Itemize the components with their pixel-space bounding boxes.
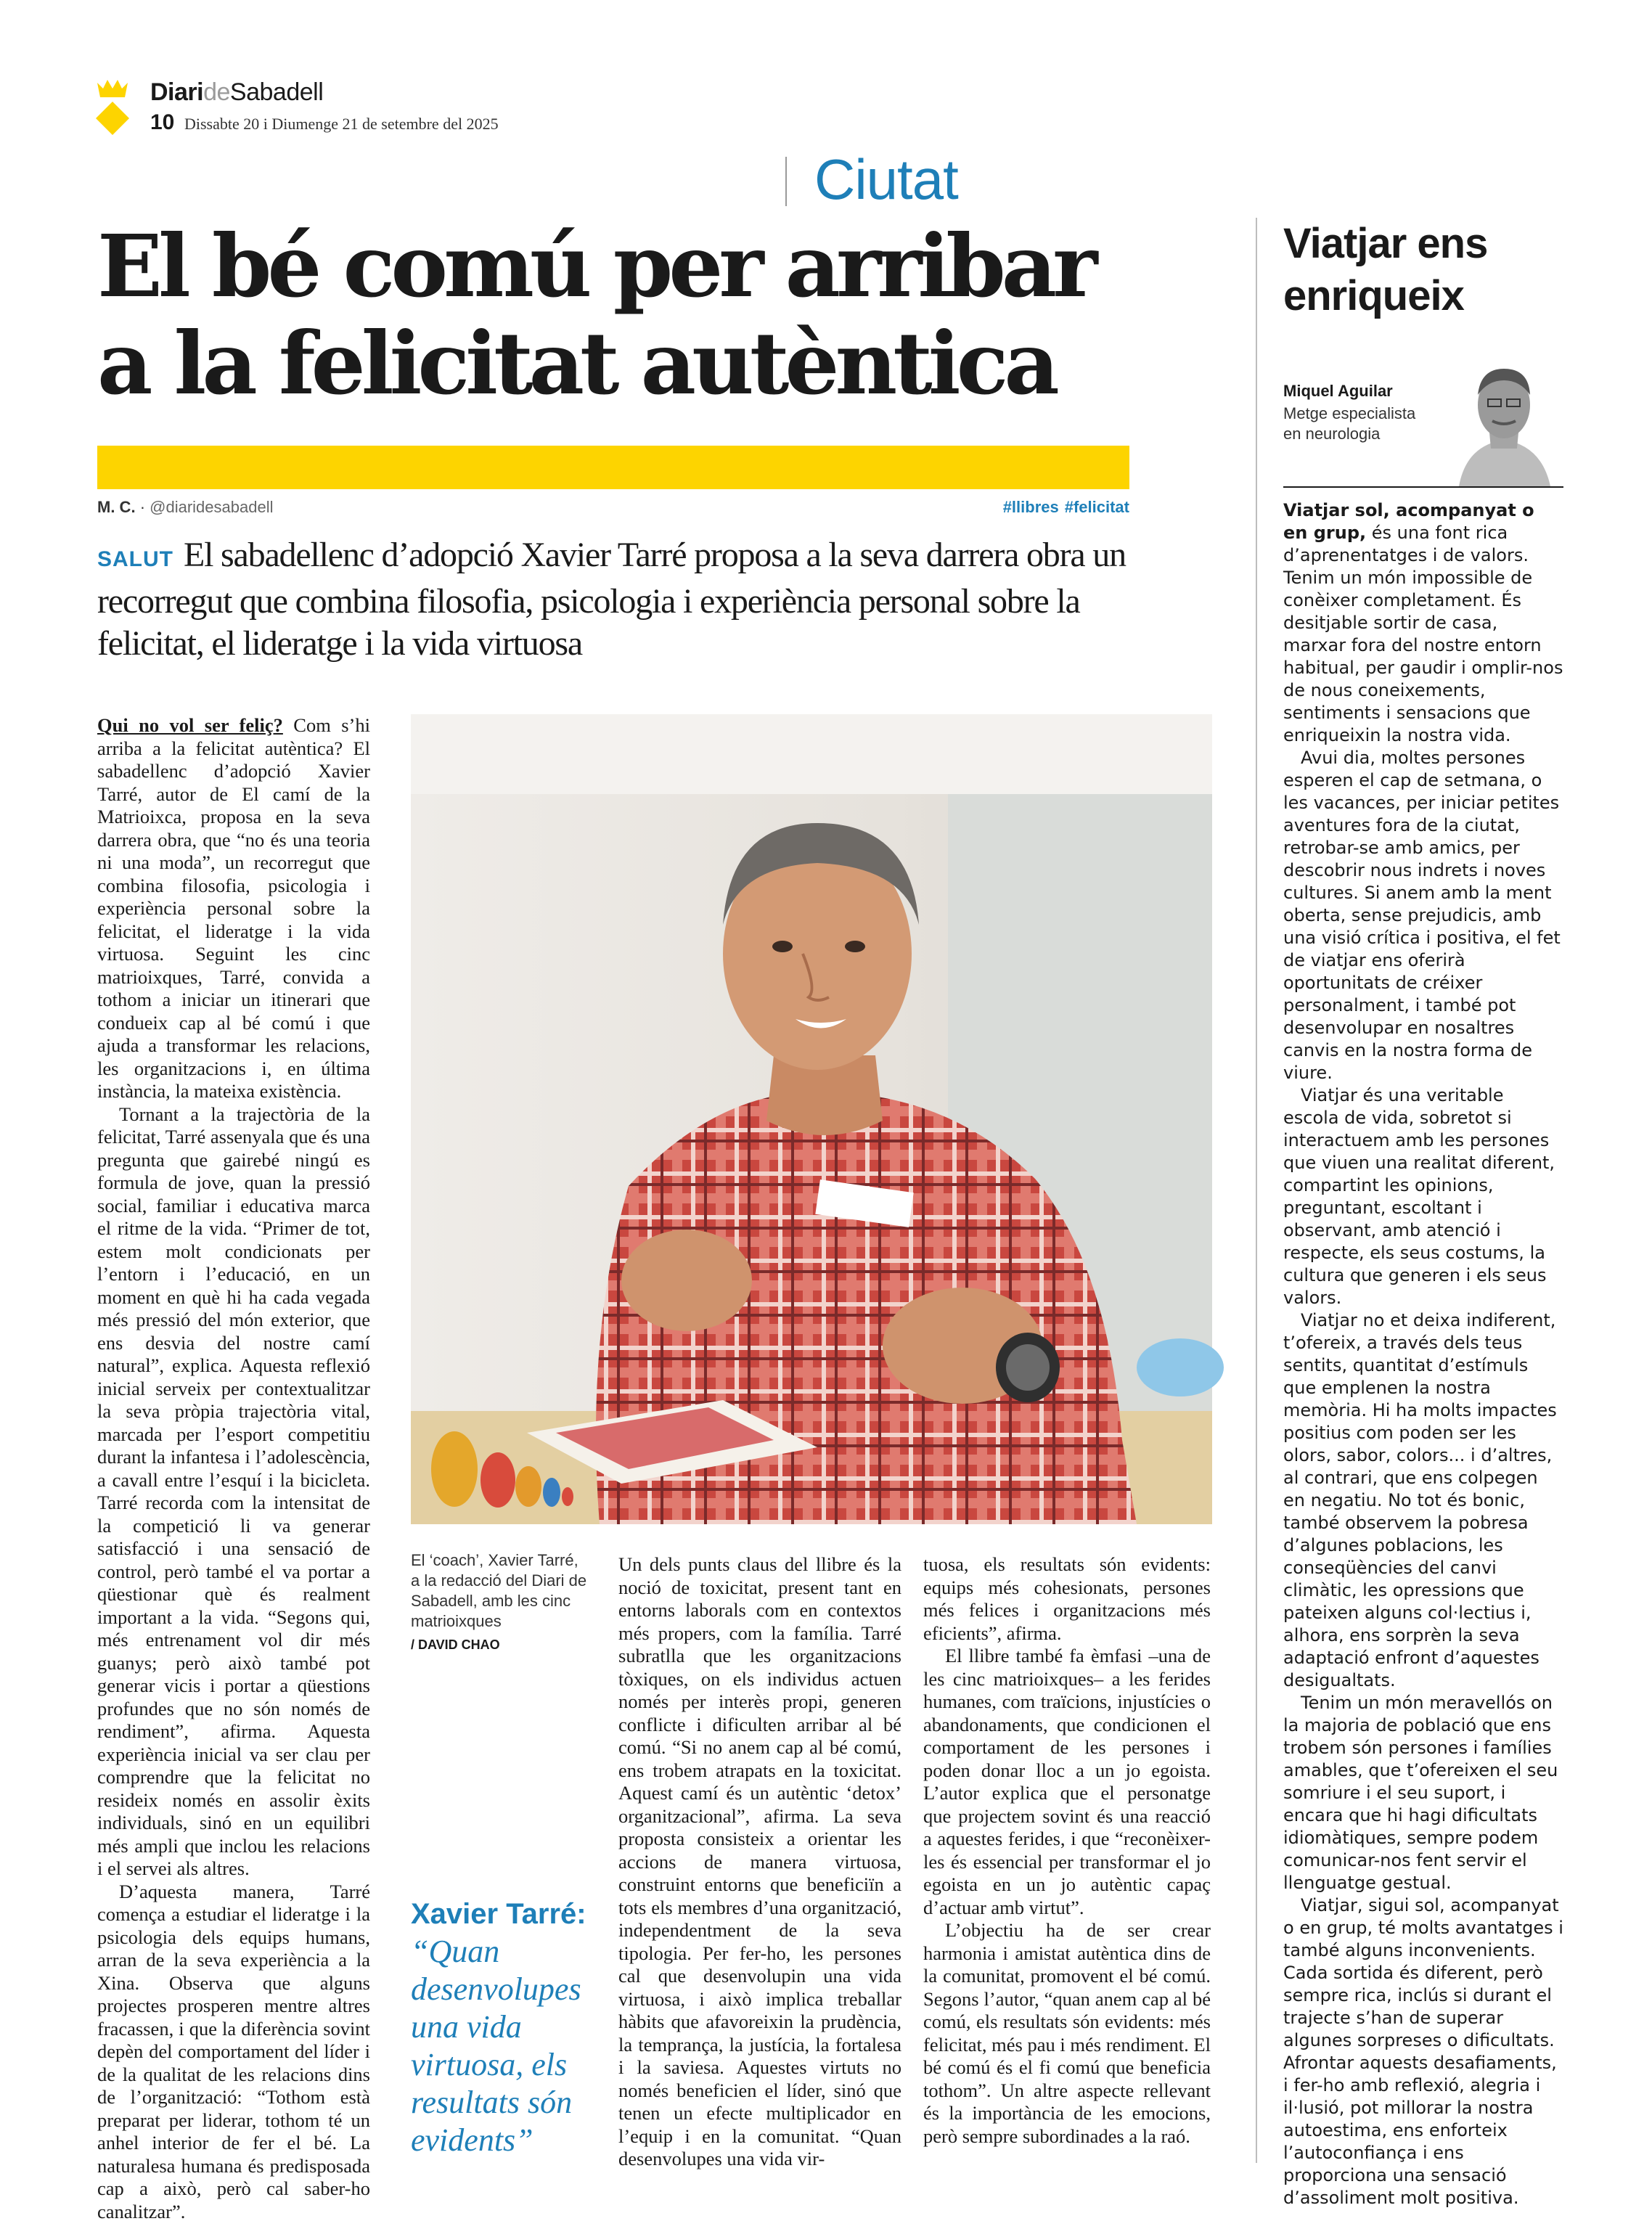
section-divider [785, 157, 787, 206]
tag-llibres[interactable]: #llibres [1002, 498, 1059, 516]
page-number: 10 [150, 110, 175, 134]
edition-date: Dissabte 20 i Diumenge 21 de setembre del 2025 [184, 115, 499, 133]
section-name[interactable]: Ciutat [814, 147, 958, 211]
opinion-paragraph: Tenim un món meravellós on la majoria de població que ens trobem són persones i famílies amables, que t’ofereixen el seu somriure i el seu suport, i encara que hi hagi dificultats idiomàtiques, sempre podem comunicar-nos fent servir el llenguatge gestual. [1283, 1693, 1558, 1893]
tag-felicitat[interactable]: #felicitat [1064, 498, 1129, 516]
opinion-paragraph: Viatjar, sigui sol, acompanyat o en grup, té molts avantatges i també alguns inconvenients. Cada sortida és diferent, però sempre rica, inclús si durant el trajecte s’han de superar algunes sorpreses o dificultats. Afrontar aquests desafiaments, i fer-ho amb reflexió, alegria i il·lusió, pot millorar la nostra autoestima, ens enforteix l’autoconfiança i ens proporciona una sensació d’assoliment molt positiva. [1283, 1895, 1563, 2208]
opinion-author [1283, 351, 1563, 488]
byline-author: M. C. [97, 498, 136, 516]
section-kicker: SALUT [97, 547, 173, 571]
opinion-paragraph: Viatjar no et deixa indiferent, t’ofereix, a través dels teus sentits, quantitat d’estímuls que emplenen la nostra memòria. Hi ha molts impactes positius com poden ser les olors, sabor, colors... i d’altres, al contrari, que ens colpegen en negatiu. No tot és bonic, també observem la pobresa d’algunes poblacions, les conseqüències del canvi climàtic, les opressions que pateixen alguns col·lectius i, alhora, ens sorprèn la seva adaptació enfront d’aquestes desigualtats. [1283, 1310, 1557, 1690]
body-paragraph: Qui no vol ser feliç? Com s’hi arriba a la felicitat autèntica? El sabadellenc d’adopció Xavier Tarré, autor de El camí de la Matrioixca, proposa en la seva darrera obra, que “no és una teoria ni una moda”, un recorregut que combina filosofia, psicologia i experiència personal sobre la felicitat, el lideratge i la vida virtuosa. Seguint les cinc matrioixques, Tarré, convida a tothom a iniciar un itinerari que condueix cap al bé comú i que ajuda a transformar les relacions, les organitzacions i, en última instància, la mateixa existència. [97, 714, 370, 1102]
standfirst-text: El sabadellenc d’adopció Xavier Tarré proposa a la seva darrera obra un recorregut que combina filosofia, psicologia i experiència personal sobre la felicitat, el lideratge i la vida virtuosa [97, 536, 1126, 663]
opinion-sidebar [1283, 218, 1563, 2209]
pull-quote-text: “Quan desenvolupes una vida virtuosa, els resultats són evidents” [411, 1934, 581, 2158]
photo-credit: / DAVID CHAO [411, 1637, 500, 1652]
headline-accent-bar [97, 446, 1129, 489]
body-column-3 [923, 1553, 1211, 2156]
opinion-author-role: Metge especialista en neurologia [1283, 404, 1416, 443]
author-avatar [1444, 351, 1563, 486]
body-column-2 [618, 1553, 901, 2169]
pull-quote-name: Xavier Tarré: [411, 1898, 586, 1930]
body-paragraph: Tornant a la trajectòria de la felicitat, Tarré assenyala que és una pregunta que gairebé ningú es formula de jove, quan la pressió social, familiar i educativa marca el ritme de la vida. “Primer de tot, estem molt condicionats per l’entorn i l’educació, en un moment en què hi ha cada vegada més pressió del món exterior, que ens desvia del nostre camí natural”, explica. Aquesta reflexió inicial serveix per contextualitzar la seva pròpia trajectòria vital, marcada per l’esport competitiu durant la infantesa i l’adolescència, a cavall entre l’esquí i la bicicleta. Tarré recorda com la intensitat de la competició li va generar satisfacció i una sensació de control, però també el va portar a qüestionar què és realment important a la vida. “Segons qui, més entrenament vol dir més guanys; però això també pot generar vicis i portar a qüestions profundes que no són només de rendiment”, afirma. Aquesta experiència inicial va ser clau per comprendre que la felicitat no resideix només en assolir èxits individuals, sinó en un equilibri més ampli que inclou les relacions i el servei als altres. [97, 1103, 370, 1879]
body-paragraph: tuosa, els resultats són evidents: equips més cohesionats, persones més felices i organitzacions més eficients”, afirma. [923, 1553, 1211, 1644]
body-paragraph: Un dels punts claus del llibre és la noció de toxicitat, present tant en entorns laborals com en contextos més propers, com la família. Tarré subratlla que les organitzacions tòxiques, on els individus actuen només per interès propi, generen conflicte i dificulten arribar al bé comú. “Si no anem cap al bé comú, ens trobem atrapats en la toxicitat. Aquest camí és un autèntic ‘detox’ organitzacional”, afirma. La seva proposta consisteix a orientar les accions de manera virtuosa, construint entorns que beneficiïn a tots els membres d’una organització, independentment de la seva tipologia. Per fer-ho, les persones cal que desenvolupin una vida virtuosa, i això implica treballar hàbits que afavoreixin la prudència, la temprança, la justícia, la fortalesa i la saviesa. Aquestes virtuts no només beneficien el líder, sinó que tenen un efecte multiplicador en l’equip i en la comunitat. “Quan desenvolupes una vida vir- [618, 1553, 901, 2169]
opinion-paragraph: Viatjar és una veritable escola de vida, sobretot si interactuem amb les persones que viuen una realitat diferent, compartint les opinions, preguntant, escoltant i observant, amb atenció i respecte, els seus costums, la cultura que generen i els seus valors. [1283, 1085, 1555, 1308]
photo-illustration [411, 714, 1212, 1524]
opinion-paragraph: Viatjar sol, acompanyat o en grup, és una font rica d’aprenentatges i de valors. Tenim un món impossible de conèixer completament. És desitjable sortir de casa, marxar fora del nostre entorn habitual, per gaudir i omplir-nos de nous coneixements, sentiments i sensacions que enriqueixin la nostra vida. [1283, 500, 1563, 745]
byline-separator: · [139, 498, 146, 516]
byline-handle[interactable]: @diaridesabadell [150, 498, 274, 516]
brand-de: de [203, 78, 230, 106]
body-paragraph: L’objectiu ha de ser crear harmonia i amistat autèntica dins de la comunitat, promovent el bé comú. Segons l’autor, “quan anem cap al bé comú, els resultats són evidents: més felicitat, més pau i més rendiment. El bé comú és el fi comú que beneficia tothom”. Un altre aspecte rellevant és la importància de les emocions, però sempre subordinades a la raó. [923, 1919, 1211, 2147]
logo-diamond-icon [96, 77, 129, 135]
opinion-body [1283, 499, 1563, 2209]
opinion-lead-in: Viatjar sol, acompanyat o en grup, [1283, 500, 1534, 543]
article-headline: El bé comú per arribar a la felicitat autèntica [97, 216, 1094, 414]
tag-list [997, 498, 1129, 517]
brand-logo[interactable] [150, 78, 323, 107]
body-paragraph: D’aquesta manera, Tarré comença a estudiar el lideratge i la psicologia dels equips humans, arran de la seva experiència a la Xina. Observa que alguns projectes prosperen mentre altres fracassen, i que la diferència sovint depèn del comportament del líder i de la qualitat de les relacions dins de l’organització: “Tothom està preparat per liderar, tothom té un anhel interior de fer el bé. La naturalesa humana és predisposada cap a això, però cal saber-ho canalitzar”. [97, 1880, 370, 2222]
body-paragraph: El llibre també fa èmfasi –una de les cinc matrioixques– a les ferides humanes, com traïcions, injustícies o abandonaments, que condicionen el comportament de les persones i poden donar lloc a un jo egoista. L’autor explica que el personatge que projectem sovint és una reacció a aquestes ferides, i que “reconèixer-les és essencial per transformar el jo egoista en un jo autèntic capaç d’actuar amb virtut”. [923, 1645, 1211, 1918]
pull-quote [411, 1894, 607, 2159]
brand-city: Sabadell [229, 78, 324, 106]
standfirst [97, 534, 1142, 665]
caption-text: El ‘coach’, Xavier Tarré, a la redacció del Diari de Sabadell, amb les cinc matrioixques [411, 1551, 587, 1630]
sidebar-divider [1256, 218, 1257, 2163]
opinion-paragraph: Avui dia, moltes persones esperen el cap de setmana, o les vacances, per iniciar petites aventures fora de la ciutat, retrobar-se amb amics, per descobrir nous indrets i noves cultures. Si anem amb la ment oberta, sense prejudicis, amb una visió crítica i positiva, el fet de viatjar ens oferirà oportunitats de créixer personalment, i també pot desenvolupar en nosaltres canvis en la nostra forma de viure. [1283, 748, 1561, 1083]
photo-caption [411, 1550, 589, 1655]
opinion-author-name: Miquel Aguilar [1283, 382, 1393, 400]
body-column-1 [97, 714, 370, 2222]
lead-in: Qui no vol ser feliç? [97, 714, 283, 736]
byline [97, 498, 273, 517]
article-photo[interactable] [411, 714, 1212, 1524]
masthead [96, 71, 958, 211]
brand-diari: Diari [150, 78, 204, 106]
opinion-title: Viatjar ens enriqueix [1283, 220, 1488, 319]
